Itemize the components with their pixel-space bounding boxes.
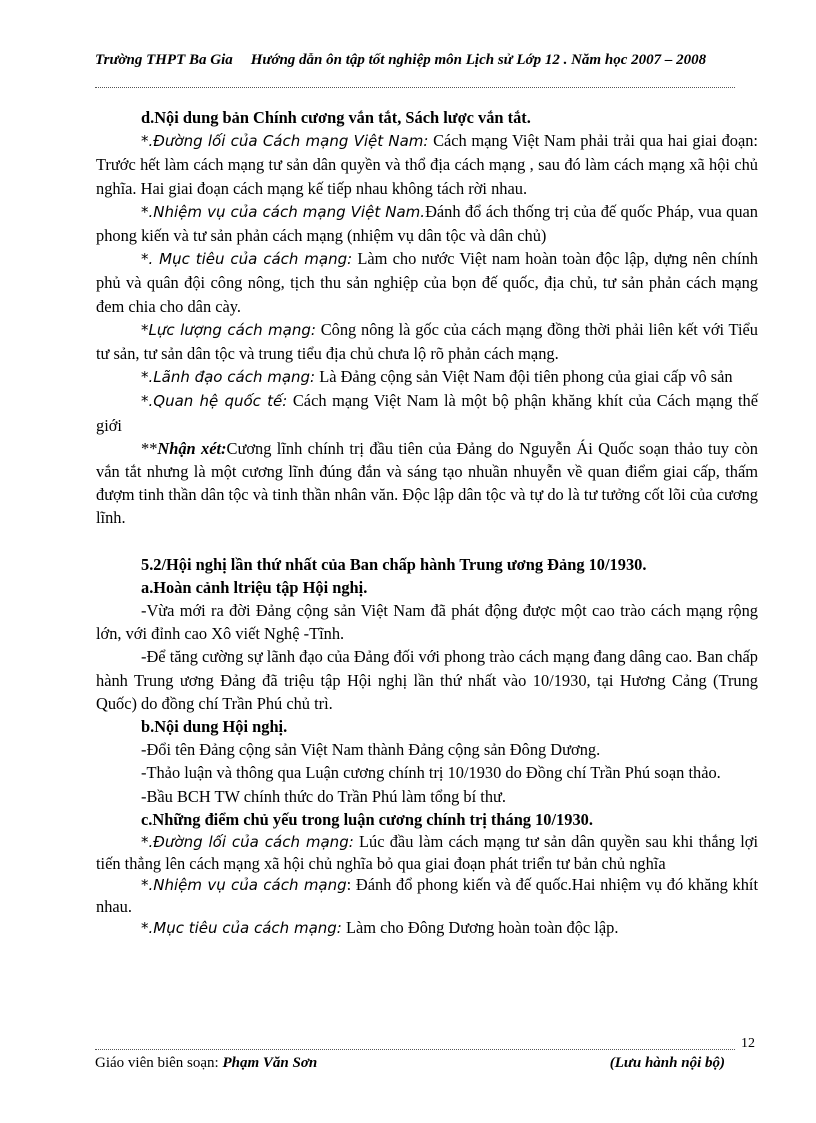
term-label: *Lực lượng cách mạng: <box>141 320 316 339</box>
paragraph-b2: -Thảo luận và thông qua Luận cương chính trị 10/1930 do Đồng chí Trần Phú soạn thảo. <box>141 763 721 783</box>
subsection-heading-b: b.Nội dung Hội nghị. <box>141 717 288 737</box>
paragraph-muc-tieu: *. Mục tiêu của cách mạng: Làm cho nước Việt nam hoàn toàn độc lập, dựng nên chính phủ và quân đội công nông, tịch thu sản nghiệp của bọn đế quốc, địa chủ, tư sản phản cách mạng đem chia cho dân cày. <box>96 249 758 316</box>
paragraph-a1: -Vừa mới ra đời Đảng cộng sản Việt Nam đã phát động được một cao trào cách mạng rộng lớn, với đỉnh cao Xô viết Nghệ -Tĩnh. <box>96 601 758 644</box>
page-footer <box>95 1055 725 1072</box>
footer-divider <box>95 1049 735 1050</box>
paragraph-duong-loi: *.Đường lối của Cách mạng Việt Nam: Cách mạng Việt Nam phải trải qua hai giai đoạn: Trước hết làm cách mạng tư sản dân quyền và thổ địa cách mạng , sau đó làm cách mạng xã hội chủ nghĩa. Hai giai đoạn cách mạng kế tiếp nhau không tách rời nhau. <box>96 131 758 198</box>
author-label: Giáo viên biên soạn: <box>95 1055 223 1071</box>
paragraph-lanh-dao: *.Lãnh đạo cách mạng: Là Đảng cộng sản Việt Nam đội tiên phong của giai cấp vô sản <box>141 367 733 387</box>
subsection-heading-c: c.Những điểm chủ yếu trong luận cương chính trị tháng 10/1930. <box>141 809 593 829</box>
term-label: *.Nhiệm vụ của cách mạng <box>141 876 347 895</box>
paragraph-quan-he: *.Quan hệ quốc tế: Cách mạng Việt Nam là một bộ phận khăng khít của Cách mạng thế giới <box>96 391 758 435</box>
term-label: *.Lãnh đạo cách mạng: <box>141 368 316 387</box>
document-title: Hướng dẫn ôn tập tốt nghiệp môn Lịch sử Lớp 12 . Năm học 2007 – 2008 <box>250 52 707 68</box>
term-label: *.Đường lối của Cách mạng Việt Nam: <box>141 132 429 151</box>
paragraph-nhiem-vu: *.Nhiệm vụ của cách mạng Việt Nam.Đánh đổ ách thống trị của đế quốc Pháp, vua quan phong kiến và tư sản phản cách mạng (nhiệm vụ dân tộc và dân chủ) <box>96 201 758 246</box>
paragraph-b3: -Bầu BCH TW chính thức do Trần Phú làm tổng bí thư. <box>141 786 507 806</box>
paragraph-luc-luong: *Lực lượng cách mạng: Công nông là gốc của cách mạng đồng thời phải liên kết với Tiểu tư sản, tư sản dân tộc và trung tiểu địa chủ chưa lộ rõ phản cách mạng. <box>96 319 759 364</box>
term-label: *.Mục tiêu của cách mạng: <box>141 919 342 938</box>
distribution-note: (Lưu hành nội bộ) <box>609 1055 725 1071</box>
subsection-heading-a: a.Hoàn cảnh ltriệu tập Hội nghị. <box>141 577 368 597</box>
page-header <box>95 52 755 69</box>
section-heading-5-2: 5.2/Hội nghị lần thứ nhất của Ban chấp hành Trung ương Đảng 10/1930. <box>141 554 647 574</box>
term-label: *.Quan hệ quốc tế: <box>141 392 288 411</box>
paragraph-b1: -Đổi tên Đảng cộng sản Việt Nam thành Đảng cộng sản Đông Dương. <box>141 740 601 760</box>
term-label: *.Đường lối của cách mạng: <box>141 833 354 852</box>
term-label: Nhận xét: <box>157 438 227 458</box>
paragraph-c2: *.Nhiệm vụ của cách mạng: Đánh đổ phong kiến và đế quốc.Hai nhiệm vụ đó khăng khít nhau. <box>96 875 758 917</box>
header-divider <box>95 87 735 88</box>
paragraph-a2: -Để tăng cường sự lãnh đạo của Đảng đối với phong trào cách mạng đang dâng cao. Ban chấp hành Trung ương Đảng đã triệu tập Hội nghị lần thứ nhất vào 10/1930, tại Hương Cảng (Trung Quốc) do đồng chí Trần Phú chủ trì. <box>96 647 758 713</box>
section-heading-d: d.Nội dung bản Chính cương vắn tắt, Sách lược vắn tắt. <box>141 108 531 127</box>
author-name: Phạm Văn Sơn <box>222 1055 318 1071</box>
school-name: Trường THPT Ba Gia <box>95 52 233 68</box>
paragraph-c3: *.Mục tiêu của cách mạng: Làm cho Đông Dương hoàn toàn độc lập. <box>141 918 619 938</box>
paragraph-c1: *.Đường lối của cách mạng: Lúc đầu làm cách mạng tư sản dân quyền sau khi thắng lợi tiến thẳng lên cách mạng xã hội chủ nghĩa bỏ qua giai đoạn phát triển tư bản chủ nghĩa <box>96 832 759 874</box>
term-label: *.Nhiệm vụ của cách mạng Việt Nam. <box>141 202 426 221</box>
term-label: *. Mục tiêu của cách mạng: <box>141 250 353 269</box>
document-body <box>96 106 758 939</box>
paragraph-nhan-xet: **Nhận xét:Cương lĩnh chính trị đầu tiên của Đảng do Nguyễn Ái Quốc soạn thảo tuy còn vắn tắt nhưng là một cương lĩnh đúng đắn và sáng tạo nhuần nhuyễn về quan điểm giai cấp, thấm đượm tinh thần dân tộc và tinh thần nhân văn. Độc lập dân tộc và tự do là tư tưởng cốt lõi của cương lĩnh. <box>96 438 759 528</box>
page-number: 12 <box>741 1036 755 1051</box>
